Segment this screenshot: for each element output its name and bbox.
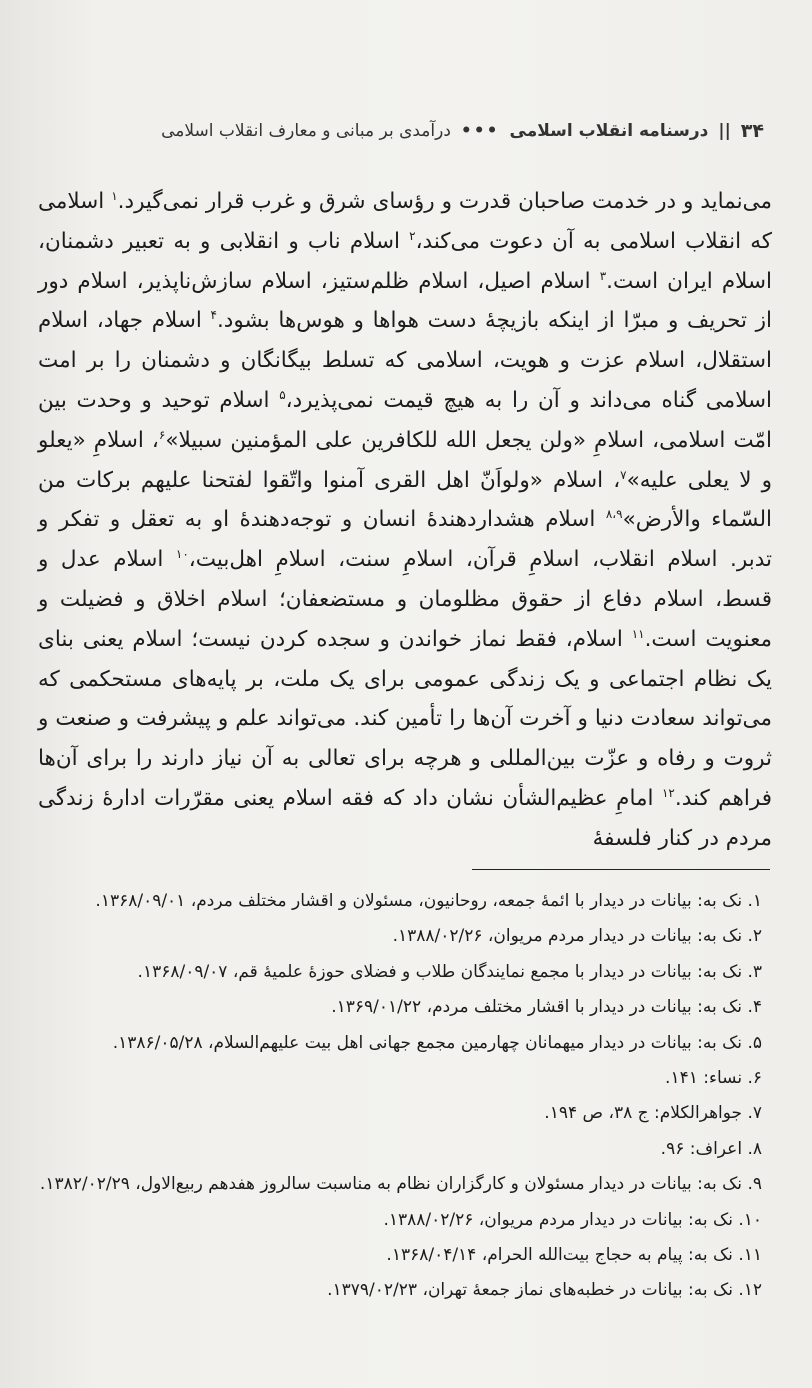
body-segment: اسلام عدل و قسط، اسلام دفاع از حقوق مظلومان و مستضعفان؛ اسلام اخلاق و فضیلت و معنویت است.	[38, 547, 772, 652]
footnote-item: ۲. نک به: بیانات در دیدار مردم مریوان، ۱۳۸۸/۰۲/۲۶.	[392, 926, 762, 947]
footnote-item: ۱۱. نک به: پیام به حجاج بیت‌الله الحرام، ۱۳۶۸/۰۴/۱۴.	[386, 1245, 762, 1266]
body-segment: ، اسلام «ولواَنّ اهل القری آمنوا واتّقوا لفتحنا علیهم برکات من السّماء والأرض»	[38, 467, 773, 533]
footnotes-list	[32, 884, 762, 1309]
body-segment: ، اسلامِ «یعلو و لا یعلی علیه»	[38, 427, 772, 493]
body-segment: اسلام توحید و وحدت بین امّت اسلامی، اسلامِ «ولن یجعل الله للکافرین علی المؤمنین سبیلا»	[38, 387, 772, 453]
page-number: ۳۴	[740, 120, 764, 142]
body-segment: اسلام اصیل، اسلام ظلم‌ستیز، اسلام سازش‌ناپذیر، اسلام دور از تحریف و مبرّا از اینکه بازیچهٔ دست هواها و هوس‌ها بشود.	[38, 268, 772, 334]
footnote-item: ۶. نساء: ۱۴۱.	[665, 1068, 762, 1089]
footnote-item: ۸. اعراف: ۹۶.	[660, 1138, 762, 1159]
main-paragraph	[38, 182, 772, 859]
footnote-ref: ۸،۹	[605, 507, 623, 522]
header-separator: ||	[718, 121, 731, 141]
running-header	[34, 120, 764, 142]
body-segment: اسلامی که انقلاب اسلامی به آن دعوت می‌کند،	[38, 189, 772, 254]
book-title: درسنامه انقلاب اسلامی	[509, 121, 709, 141]
footnote-ref: ۲	[409, 228, 416, 243]
body-segment: اسلام جهاد، اسلام استقلال، اسلام عزت و هویت، اسلامی که تسلط بیگانگان و دشمنان را بر امت اسلامی گناه می‌داند و آن را به هیچ قیمت نمی‌پذیرد،	[38, 308, 773, 413]
footnote-ref: ۵	[279, 387, 286, 402]
footnote-ref: ۴	[210, 308, 217, 323]
footnote-item: ۴. نک به: بیانات در دیدار با اقشار مختلف مردم، ۱۳۶۹/۰۱/۲۲.	[331, 997, 762, 1018]
book-subtitle: درآمدی بر مبانی و معارف انقلاب اسلامی	[161, 121, 451, 141]
footnote-divider	[472, 869, 770, 870]
footnote-item: ۷. جواهرالکلام: ج ۳۸، ص ۱۹۴.	[544, 1103, 762, 1124]
body-segment: اسلام هشداردهندهٔ انسان و توجه‌دهندهٔ او به تعقل و تفکر و تدبر. اسلام انقلاب، اسلامِ قرآن، اسلامِ سنت، اسلامِ اهل‌بیت،	[38, 507, 773, 573]
footnote-item: ۹. نک به: بیانات در دیدار مسئولان و کارگزاران نظام به مناسبت سالروز هفدهم ربیع‌الاول، ۱۳۸۲/۰۲/۲۹.	[39, 1174, 762, 1195]
body-segment: اسلام، فقط نماز خواندن و سجده کردن نیست؛ اسلام یعنی بنای یک نظام اجتماعی و یک زندگی عمومی برای یک ملت، بر پایه‌های مستحکمی که می‌تواند سعادت دنیا و آخرت آن‌ها را تأمین کند. می‌تواند علم و پیشرفت و صنعت و ثروت و رفاه و عزّت بین‌المللی و هرچه برای تعالی به آن نیاز دارند را برای آن‌ها فراهم کند.	[38, 626, 772, 811]
header-dots: •••	[460, 121, 500, 141]
footnote-item: ۱۲. نک به: بیانات در خطبه‌های نماز جمعهٔ تهران، ۱۳۷۹/۰۲/۲۳.	[327, 1280, 762, 1301]
footnote-ref: ۱	[111, 188, 118, 203]
footnote-ref: ۱۱	[631, 626, 645, 641]
footnote-ref: ۳	[599, 268, 607, 283]
body-segment: امامِ عظیم‌الشأن نشان داد که فقه اسلام یعنی مقرّرات ادارهٔ زندگی مردم در کنار فلسفهٔ	[38, 785, 772, 851]
footnote-ref: ۶	[158, 427, 166, 442]
body-segment: می‌نماید و در خدمت صاحبان قدرت و رؤسای شرق و غرب قرار نمی‌گیرد.	[117, 189, 772, 214]
footnote-item: ۳. نک به: بیانات در دیدار با مجمع نمایندگان طلاب و فضلای حوزهٔ علمیهٔ قم، ۱۳۶۸/۰۹/۰۷.	[137, 961, 762, 982]
body-segment: اسلام ناب و انقلابی و به تعبیر دشمنان، اسلام ایران است.	[38, 228, 772, 294]
footnote-ref: ۱۲	[661, 785, 675, 800]
footnote-item: ۵. نک به: بیانات در دیدار میهمانان چهارمین مجمع جهانی اهل بیت علیهم‌السلام، ۱۳۸۶/۰۵/۲۸.	[112, 1032, 762, 1053]
footnote-ref: ۱۰	[175, 547, 189, 562]
footnote-item: ۱۰. نک به: بیانات در دیدار مردم مریوان، ۱۳۸۸/۰۲/۲۶.	[383, 1209, 762, 1230]
footnote-ref: ۷	[620, 467, 627, 482]
footnote-item: ۱. نک به: بیانات در دیدار با ائمهٔ جمعه، روحانیون، مسئولان و اقشار مختلف مردم، ۱۳۶۸/۰۹/۰۱.	[95, 891, 762, 911]
